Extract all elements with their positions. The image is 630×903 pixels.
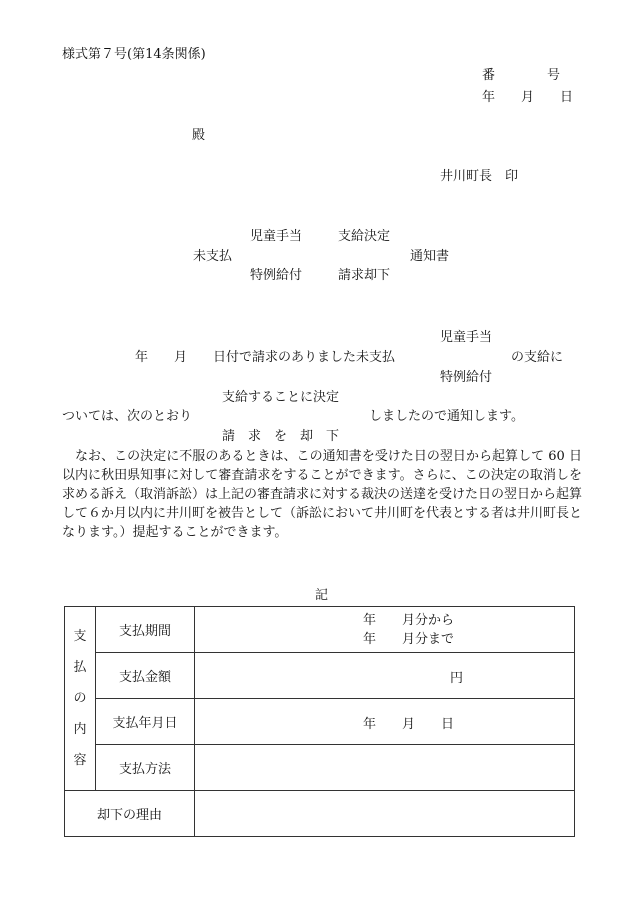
payment-period-value: 年 月分から 年 月分まで [195,607,575,653]
title-opt2-bot: 請求却下 [338,268,391,283]
payment-method-label: 支払方法 [96,745,195,791]
issuer: 井川町長 印 [440,169,519,184]
rejection-reason-value [195,791,575,837]
record-table [64,606,575,837]
title-opt2-top: 支給決定 [338,229,391,244]
title-opt1-bot: 特例給付 [250,268,303,283]
ki-label: 記 [315,588,329,603]
body-date-part: 年 月 日付で請求のありました未支払 [135,350,396,365]
body-decision-top: 支給することに決定 [222,390,340,405]
body-line2-start: ついては、次のとおり [62,409,193,424]
body-opt-top: 児童手当 [440,330,493,345]
notice-paragraph: なお、この決定に不服のあるときは、この通知書を受けた日の翌日から起算して 60 日以内に秋田県知事に対して審査請求をすることができます。さらに、この決定の取消しを求める訴え（取消訴訟）は上記の審査請求に対する裁決の送達を受けた日の翌日から起算して６か月以内に井川町を被告として（訴訟において井川町を代表とする者は井川町長となります。）提起することができます。 [62,449,583,540]
rejection-reason-label: 却下の理由 [65,791,195,837]
payment-date-label: 支払年月日 [96,699,195,745]
payment-method-value [195,745,575,791]
number-label: 番 号 [482,68,561,83]
form-id: 様式第７号(第14条関係) [62,47,206,62]
title-opt1-mid: 未支払 [193,249,233,264]
body-of-payment: の支給に [511,350,564,365]
payment-amount-label: 支払金額 [96,653,195,699]
body-opt-bot: 特例給付 [440,370,493,385]
date-label: 年 月 日 [482,90,574,105]
body-decision-bot: 請 求 を 却 下 [222,429,340,444]
title-opt1-top: 児童手当 [250,229,303,244]
body-line2-end: しましたので通知します。 [369,409,524,424]
payment-date-value: 年 月 日 [195,699,575,745]
payment-amount-value: 円 [195,653,575,699]
payment-content-label: 支 払 の 内 容 [65,607,96,791]
title-suffix: 通知書 [410,249,450,264]
recipient-suffix: 殿 [192,128,206,143]
payment-period-label: 支払期間 [96,607,195,653]
